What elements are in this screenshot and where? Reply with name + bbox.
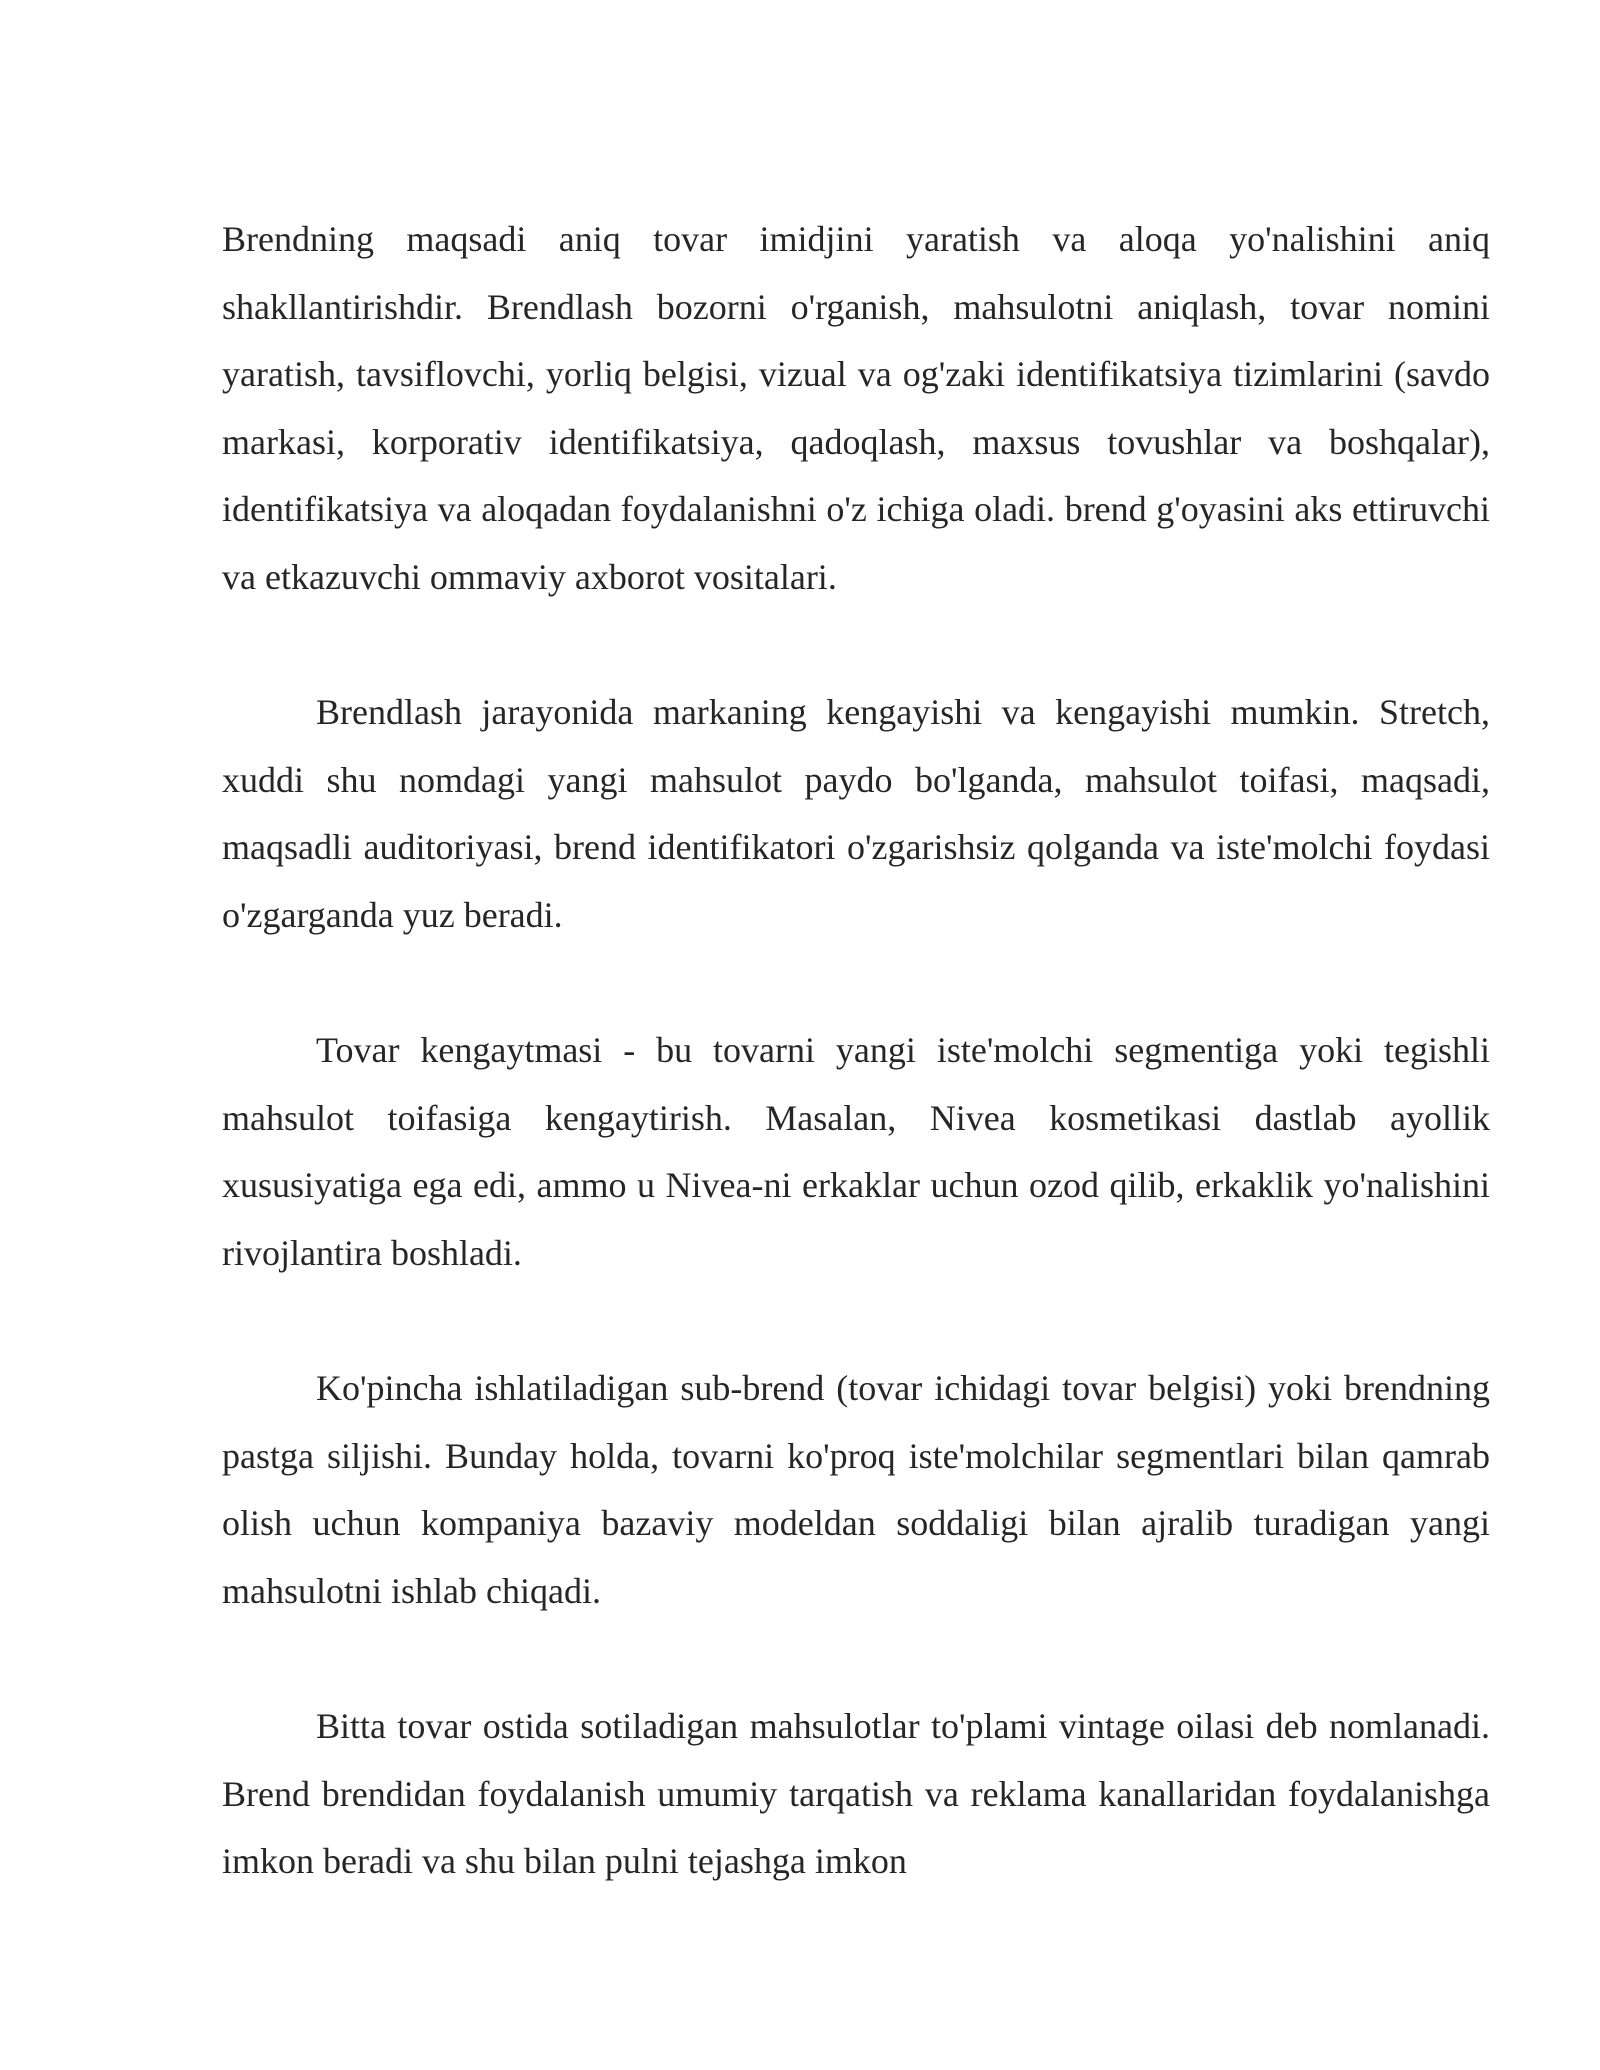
document-body bbox=[222, 206, 1490, 1896]
paragraph-3: Tovar kengaytmasi - bu tovarni yangi iste'molchi segmentiga yoki tegishli mahsulot toifasiga kengaytirish. Masalan, Nivea kosmetikasi dastlab ayollik xususiyatiga ega edi, ammo u Nivea-ni erkaklar uchun ozod qilib, erkaklik yo'nalishini rivojlantira boshladi. bbox=[222, 1030, 1490, 1273]
paragraph-4: Ko'pincha ishlatiladigan sub-brend (tovar ichidagi tovar belgisi) yoki brendning pastga siljishi. Bunday holda, tovarni ko'proq iste'molchilar segmentlari bilan qamrab olish uchun kompaniya bazaviy modeldan soddaligi bilan ajralib turadigan yangi mahsulotni ishlab chiqadi. bbox=[222, 1368, 1490, 1611]
paragraph-5: Bitta tovar ostida sotiladigan mahsulotlar to'plami vintage oilasi deb nomlanadi. Brend brendidan foydalanish umumiy tarqatish va reklama kanallaridan foydalanishga imkon beradi va shu bilan pulni tejashga imkon bbox=[222, 1706, 1490, 1881]
paragraph-2: Brendlash jarayonida markaning kengayishi va kengayishi mumkin. Stretch, xuddi shu nomdagi yangi mahsulot paydo bo'lganda, mahsulot toifasi, maqsadi, maqsadli auditoriyasi, brend identifikatori o'zgarishsiz qolganda va iste'molchi foydasi o'zgarganda yuz beradi. bbox=[222, 692, 1490, 935]
paragraph-1: Brendning maqsadi aniq tovar imidjini yaratish va aloqa yo'nalishini aniq shakllantirishdir. Brendlash bozorni o'rganish, mahsulotni aniqlash, tovar nomini yaratish, tavsiflovchi, yorliq belgisi, vizual va og'zaki identifikatsiya tizimlarini (savdo markasi, korporativ identifikatsiya, qadoqlash, maxsus tovushlar va boshqalar), identifikatsiya va aloqadan foydalanishni o'z ichiga oladi. brend g'oyasini aks ettiruvchi va etkazuvchi ommaviy axborot vositalari. bbox=[222, 219, 1490, 597]
